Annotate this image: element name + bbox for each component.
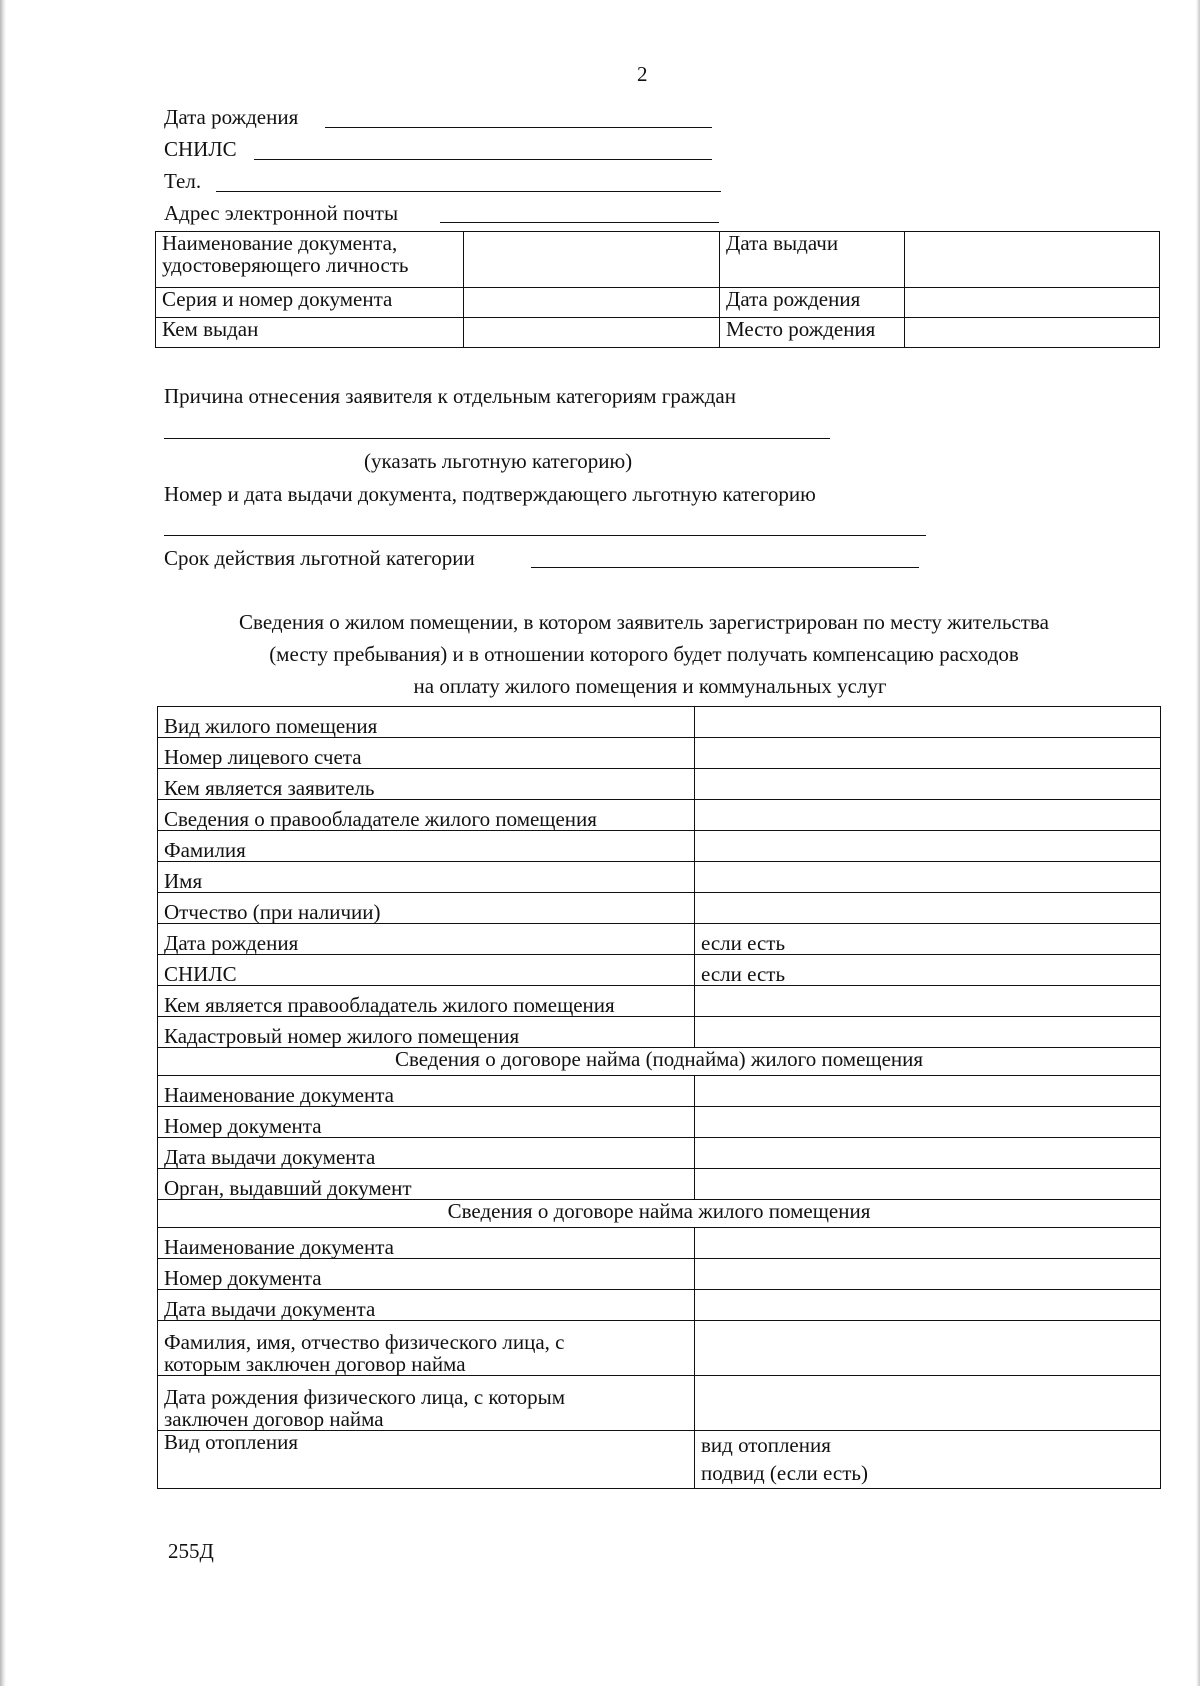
birth-date-line[interactable] bbox=[325, 127, 712, 128]
id-doc-name-value[interactable] bbox=[464, 232, 720, 288]
housing-section-title: Сведения о договоре найма (поднайма) жилого помещения bbox=[158, 1048, 1161, 1076]
housing-row-label: СНИЛС bbox=[158, 955, 695, 986]
housing-row bbox=[158, 769, 1161, 800]
id-issued-by-label: Кем выдан bbox=[156, 318, 464, 348]
id-birth-date-label: Дата рождения bbox=[720, 288, 905, 318]
housing-row bbox=[158, 862, 1161, 893]
housing-row-label: Отчество (при наличии) bbox=[158, 893, 695, 924]
housing-row-value[interactable] bbox=[695, 707, 1161, 738]
snils-line[interactable] bbox=[254, 159, 712, 160]
housing-row-value[interactable] bbox=[695, 1169, 1161, 1200]
housing-row-label: Фамилия, имя, отчество физического лица, с которым заключен договор найма bbox=[158, 1321, 695, 1376]
housing-row-value[interactable] bbox=[695, 1228, 1161, 1259]
housing-row-value[interactable] bbox=[695, 986, 1161, 1017]
housing-row-value[interactable]: если есть bbox=[695, 955, 1161, 986]
category-doc-label: Номер и дата выдачи документа, подтверждающего льготную категорию bbox=[164, 482, 816, 506]
housing-row-value[interactable] bbox=[695, 1321, 1161, 1376]
housing-row-label: Наименование документа bbox=[158, 1228, 695, 1259]
footer-code: 255Д bbox=[168, 1539, 214, 1563]
housing-row-value[interactable]: если есть bbox=[695, 924, 1161, 955]
category-reason-line[interactable] bbox=[164, 438, 830, 439]
scan-edge-left bbox=[0, 0, 6, 1686]
id-series-value[interactable] bbox=[464, 288, 720, 318]
housing-row bbox=[158, 738, 1161, 769]
housing-row bbox=[158, 831, 1161, 862]
housing-row-value[interactable] bbox=[695, 738, 1161, 769]
housing-section-row bbox=[158, 1048, 1161, 1076]
housing-row-label: Сведения о правообладателе жилого помещения bbox=[158, 800, 695, 831]
housing-row bbox=[158, 986, 1161, 1017]
category-validity-label: Срок действия льготной категории bbox=[164, 546, 475, 570]
id-document-table bbox=[155, 231, 1160, 348]
housing-row bbox=[158, 1321, 1161, 1376]
housing-row bbox=[158, 1431, 1161, 1489]
housing-row bbox=[158, 924, 1161, 955]
housing-row bbox=[158, 893, 1161, 924]
housing-row-label: Кадастровый номер жилого помещения bbox=[158, 1017, 695, 1048]
phone-line[interactable] bbox=[216, 191, 721, 192]
housing-row bbox=[158, 1169, 1161, 1200]
housing-row-label: Фамилия bbox=[158, 831, 695, 862]
housing-row-label: Номер документа bbox=[158, 1259, 695, 1290]
housing-row bbox=[158, 1076, 1161, 1107]
housing-row-label: Наименование документа bbox=[158, 1076, 695, 1107]
housing-row bbox=[158, 1138, 1161, 1169]
id-issued-by-value[interactable] bbox=[464, 318, 720, 348]
category-validity-line[interactable] bbox=[531, 567, 919, 568]
snils-label: СНИЛС bbox=[164, 137, 237, 161]
housing-row-value[interactable] bbox=[695, 1017, 1161, 1048]
housing-row bbox=[158, 1017, 1161, 1048]
category-doc-line[interactable] bbox=[164, 535, 926, 536]
scan-edge-right bbox=[1196, 0, 1200, 1686]
id-birth-date-value[interactable] bbox=[905, 288, 1160, 318]
housing-row-value[interactable] bbox=[695, 893, 1161, 924]
housing-section-title: Сведения о договоре найма жилого помещения bbox=[158, 1200, 1161, 1228]
housing-row-label: Вид жилого помещения bbox=[158, 707, 695, 738]
id-birth-place-label: Место рождения bbox=[720, 318, 905, 348]
housing-row-value[interactable] bbox=[695, 862, 1161, 893]
housing-row bbox=[158, 1376, 1161, 1431]
housing-row-label: Дата выдачи документа bbox=[158, 1138, 695, 1169]
birth-date-label: Дата рождения bbox=[164, 105, 299, 129]
housing-row-label: Кем является заявитель bbox=[158, 769, 695, 800]
housing-row bbox=[158, 1107, 1161, 1138]
housing-row-value[interactable] bbox=[695, 1259, 1161, 1290]
housing-row-label: Номер лицевого счета bbox=[158, 738, 695, 769]
phone-label: Тел. bbox=[164, 169, 202, 193]
id-birth-place-value[interactable] bbox=[905, 318, 1160, 348]
housing-row-label: Дата рождения bbox=[158, 924, 695, 955]
housing-row bbox=[158, 1228, 1161, 1259]
housing-row bbox=[158, 1259, 1161, 1290]
page-number: 2 bbox=[637, 62, 648, 86]
housing-row-label: Дата рождения физического лица, с которым заключен договор найма bbox=[158, 1376, 695, 1431]
category-reason-label: Причина отнесения заявителя к отдельным категориям граждан bbox=[164, 384, 736, 408]
id-series-label: Серия и номер документа bbox=[156, 288, 464, 318]
housing-table bbox=[157, 706, 1161, 1489]
housing-row-value[interactable] bbox=[695, 1107, 1161, 1138]
housing-row-label: Дата выдачи документа bbox=[158, 1290, 695, 1321]
housing-row-value[interactable] bbox=[695, 1076, 1161, 1107]
housing-row-label: Вид отопления bbox=[158, 1431, 695, 1489]
housing-row-label: Номер документа bbox=[158, 1107, 695, 1138]
housing-heading-line-1: Сведения о жилом помещении, в котором заявитель зарегистрирован по месту жительства bbox=[239, 610, 1049, 634]
id-doc-name-label: Наименование документа, удостоверяющего личность bbox=[156, 232, 464, 288]
housing-heading-line-3: на оплату жилого помещения и коммунальных услуг bbox=[413, 674, 887, 698]
housing-row bbox=[158, 800, 1161, 831]
housing-row bbox=[158, 1290, 1161, 1321]
housing-row-label: Кем является правообладатель жилого помещения bbox=[158, 986, 695, 1017]
housing-row-value[interactable] bbox=[695, 800, 1161, 831]
housing-row-value[interactable] bbox=[695, 831, 1161, 862]
email-label: Адрес электронной почты bbox=[164, 201, 399, 225]
housing-row-label: Орган, выдавший документ bbox=[158, 1169, 695, 1200]
housing-heading-line-2: (месту пребывания) и в отношении которого будет получать компенсацию расходов bbox=[269, 642, 1019, 666]
category-hint: (указать льготную категорию) bbox=[364, 449, 633, 473]
housing-row-label: Имя bbox=[158, 862, 695, 893]
id-issue-date-value[interactable] bbox=[905, 232, 1160, 288]
housing-row-value[interactable] bbox=[695, 1138, 1161, 1169]
housing-row bbox=[158, 707, 1161, 738]
housing-row-value[interactable]: вид отопления подвид (если есть) bbox=[695, 1431, 1161, 1489]
housing-row-value[interactable] bbox=[695, 1290, 1161, 1321]
housing-section-row bbox=[158, 1200, 1161, 1228]
housing-row-value[interactable] bbox=[695, 1376, 1161, 1431]
email-line[interactable] bbox=[440, 222, 719, 223]
id-issue-date-label: Дата выдачи bbox=[720, 232, 905, 288]
housing-row-value[interactable] bbox=[695, 769, 1161, 800]
housing-row bbox=[158, 955, 1161, 986]
